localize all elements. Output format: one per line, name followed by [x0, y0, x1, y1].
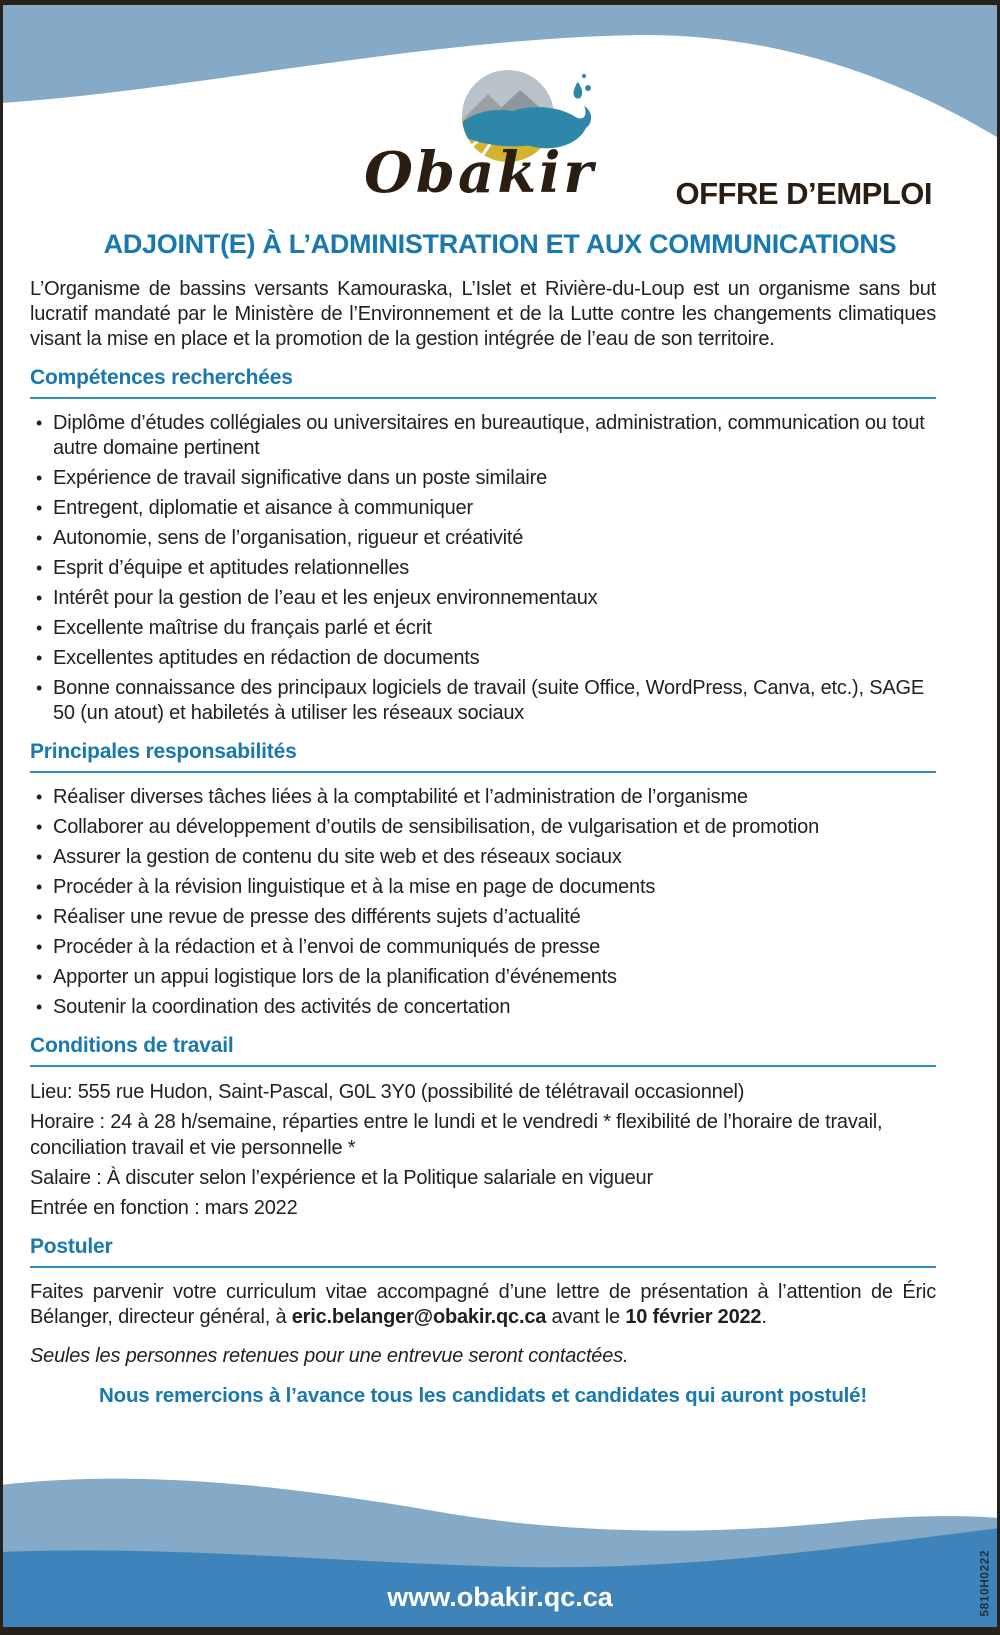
- bullet-icon: [36, 466, 42, 491]
- page-border-bottom: [0, 1627, 1000, 1635]
- bullet-icon: [36, 905, 42, 930]
- apply-text-prefix: Faites parvenir votre curriculum vitae accompagné d’une lettre de présentation à l’attention de Éric Bélanger, directeur général, à: [30, 1281, 936, 1328]
- list-item-text: Entregent, diplomatie et aisance à communiquer: [53, 497, 473, 519]
- document-code: 5810H0222: [978, 1550, 992, 1617]
- apply-text-middle: avant le: [546, 1306, 626, 1328]
- bullet-icon: [36, 556, 42, 581]
- bullet-icon: [36, 676, 42, 701]
- list-item-text: Apporter un appui logistique lors de la planification d’événements: [53, 966, 617, 988]
- list-item: [30, 586, 936, 611]
- bullet-icon: [36, 411, 42, 436]
- list-item: [30, 785, 936, 810]
- list-item-text: Réaliser une revue de presse des différents sujets d’actualité: [53, 906, 581, 928]
- bullet-icon: [36, 526, 42, 551]
- section-heading-postuler: Postuler: [30, 1235, 936, 1268]
- list-item-text: Esprit d’équipe et aptitudes relationnelles: [53, 557, 410, 579]
- list-item-text: Intérêt pour la gestion de l’eau et les enjeux environnementaux: [53, 587, 598, 609]
- section-heading-competences: Compétences recherchées: [30, 366, 936, 399]
- list-item: [30, 995, 936, 1020]
- list-item-text: Soutenir la coordination des activités de concertation: [53, 996, 511, 1018]
- bullet-icon: [36, 586, 42, 611]
- bullet-icon: [36, 965, 42, 990]
- section-heading-conditions: Conditions de travail: [30, 1034, 936, 1067]
- list-item-text: Procéder à la révision linguistique et à la mise en page de documents: [53, 876, 656, 898]
- apply-deadline: 10 février 2022: [625, 1306, 762, 1328]
- bullet-icon: [36, 815, 42, 840]
- bullet-icon: [36, 496, 42, 521]
- list-item: [30, 556, 936, 581]
- bullet-icon: [36, 995, 42, 1020]
- responsabilites-list: [30, 785, 936, 1020]
- list-item-text: Collaborer au développement d’outils de sensibilisation, de vulgarisation et de promotion: [53, 816, 820, 838]
- list-item-text: Réaliser diverses tâches liées à la comptabilité et l’administration de l’organisme: [53, 786, 748, 808]
- intro-paragraph: L’Organisme de bassins versants Kamouraska, L’Islet et Rivière-du-Loup est un organisme sans but lucratif mandaté par le Ministère de l’Environnement et de la Lutte contre les changements climatiques visant la mise en place et la promotion de la gestion intégrée de l’eau de son territoire.: [30, 278, 936, 350]
- list-item-text: Assurer la gestion de contenu du site web et des réseaux sociaux: [53, 846, 622, 868]
- bullet-icon: [36, 875, 42, 900]
- list-item: [30, 676, 936, 726]
- flyer-body: [30, 277, 936, 1408]
- page-border-left: [0, 0, 3, 1635]
- bullet-icon: [36, 935, 42, 960]
- apply-email: eric.belanger@obakir.qc.ca: [291, 1306, 547, 1328]
- bullet-icon: [36, 785, 42, 810]
- thanks-line: Nous remercions à l’avance tous les candidats et candidates qui auront postulé!: [99, 1384, 867, 1407]
- competences-list: [30, 411, 936, 726]
- bullet-icon: [36, 646, 42, 671]
- page-border-top: [0, 0, 1000, 5]
- condition-line: Entrée en fonction : mars 2022: [30, 1197, 298, 1219]
- section-heading-responsabilites: Principales responsabilités: [30, 740, 936, 773]
- list-item: [30, 875, 936, 900]
- list-item-text: Excellentes aptitudes en rédaction de documents: [53, 647, 480, 669]
- list-item-text: Procéder à la rédaction et à l’envoi de communiqués de presse: [53, 936, 601, 958]
- list-item-text: Autonomie, sens de l’organisation, rigueur et créativité: [53, 527, 524, 549]
- list-item-text: Bonne connaissance des principaux logiciels de travail (suite Office, WordPress, Canva, etc.), SAGE 50 (un atout) et habiletés à utiliser les réseaux sociaux: [53, 677, 925, 724]
- list-item: [30, 905, 936, 930]
- list-item: [30, 965, 936, 990]
- list-item: [30, 466, 936, 491]
- website-url: www.obakir.qc.ca: [387, 1582, 613, 1612]
- list-item: [30, 845, 936, 870]
- selection-note: Seules les personnes retenues pour une entrevue seront contactées.: [30, 1345, 629, 1367]
- conditions-lines: [30, 1079, 936, 1221]
- list-item-text: Diplôme d’études collégiales ou universitaires en bureautique, administration, communication ou tout autre domaine pertinent: [53, 412, 925, 459]
- list-item: [30, 496, 936, 521]
- job-title: ADJOINT(E) À L’ADMINISTRATION ET AUX COMMUNICATIONS: [103, 229, 897, 259]
- list-item: [30, 646, 936, 671]
- list-item: [30, 616, 936, 641]
- list-item: [30, 411, 936, 461]
- condition-line: Salaire : À discuter selon l’expérience et la Politique salariale en vigueur: [30, 1167, 653, 1189]
- bullet-icon: [36, 845, 42, 870]
- obakir-wordmark: Obakir: [364, 140, 596, 206]
- bullet-icon: [36, 616, 42, 641]
- offer-label: OFFRE D’EMPLOI: [675, 176, 932, 211]
- list-item: [30, 815, 936, 840]
- apply-paragraph: [30, 1280, 936, 1330]
- condition-line: Lieu: 555 rue Hudon, Saint-Pascal, G0L 3Y0 (possibilité de télétravail occasionnel): [30, 1081, 745, 1103]
- list-item-text: Expérience de travail significative dans un poste similaire: [53, 467, 548, 489]
- list-item: [30, 935, 936, 960]
- apply-text-suffix: .: [761, 1306, 767, 1328]
- list-item-text: Excellente maîtrise du français parlé et écrit: [53, 617, 432, 639]
- condition-line: Horaire : 24 à 28 h/semaine, réparties entre le lundi et le vendredi * flexibilité de l’horaire de travail, conciliation travail et vie personnelle *: [30, 1111, 883, 1159]
- list-item: [30, 526, 936, 551]
